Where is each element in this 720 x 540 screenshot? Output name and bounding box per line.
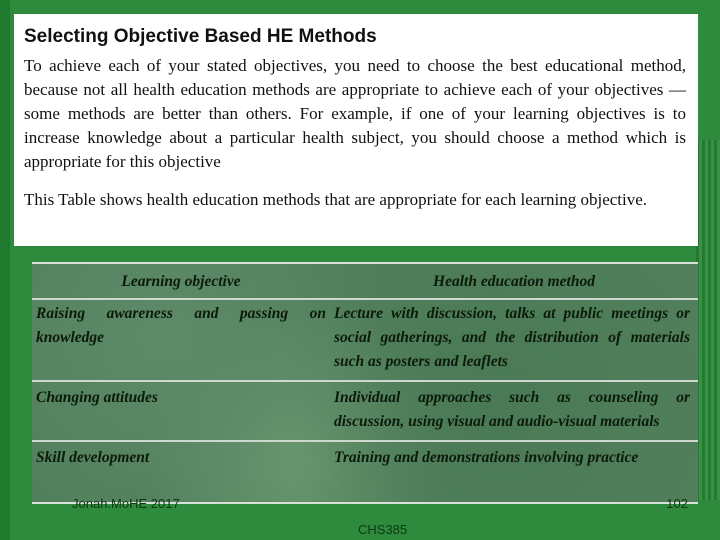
header-learning-objective: Learning objective <box>121 273 241 290</box>
objective-cell: Skill development <box>32 441 330 476</box>
objective-cell: Raising awareness and passing on knowledge <box>32 299 330 381</box>
method-cell: Lecture with discussion, talks at public meetings or social gatherings, and the distribution of materials such as posters and leaflets <box>330 299 698 381</box>
table-row <box>32 441 698 476</box>
footer-course-code: CHS385 <box>358 522 408 537</box>
background-stripe-left <box>0 0 10 540</box>
methods-table-panel <box>32 262 698 504</box>
methods-table <box>32 264 698 476</box>
background-stripe-right <box>696 140 720 500</box>
table-intro-paragraph: This Table shows health education methods that are appropriate for each learning objective. <box>24 190 648 209</box>
table-row <box>32 299 698 381</box>
footer-author: Jonah.MoHE 2017 <box>72 496 180 511</box>
table-row <box>32 381 698 441</box>
method-cell: Individual approaches such as counseling or discussion, using visual and audio-visual materials <box>330 381 698 441</box>
slide-title: Selecting Objective Based HE Methods <box>24 26 377 47</box>
intro-text-box <box>14 14 698 246</box>
objective-cell: Changing attitudes <box>32 381 330 441</box>
header-health-education-method: Health education method <box>433 273 595 290</box>
method-cell: Training and demonstrations involving practice <box>330 441 698 476</box>
intro-paragraph: To achieve each of your stated objectives, you need to choose the best educational method, because not all health education methods are appropriate to achieve each of your objectives — some methods are better than others. For example, if one of your learning objectives is to increase knowledge about a particular health subject, you should choose a method which is appropriate for this objective <box>24 56 686 171</box>
footer-page-number: 102 <box>666 496 688 511</box>
